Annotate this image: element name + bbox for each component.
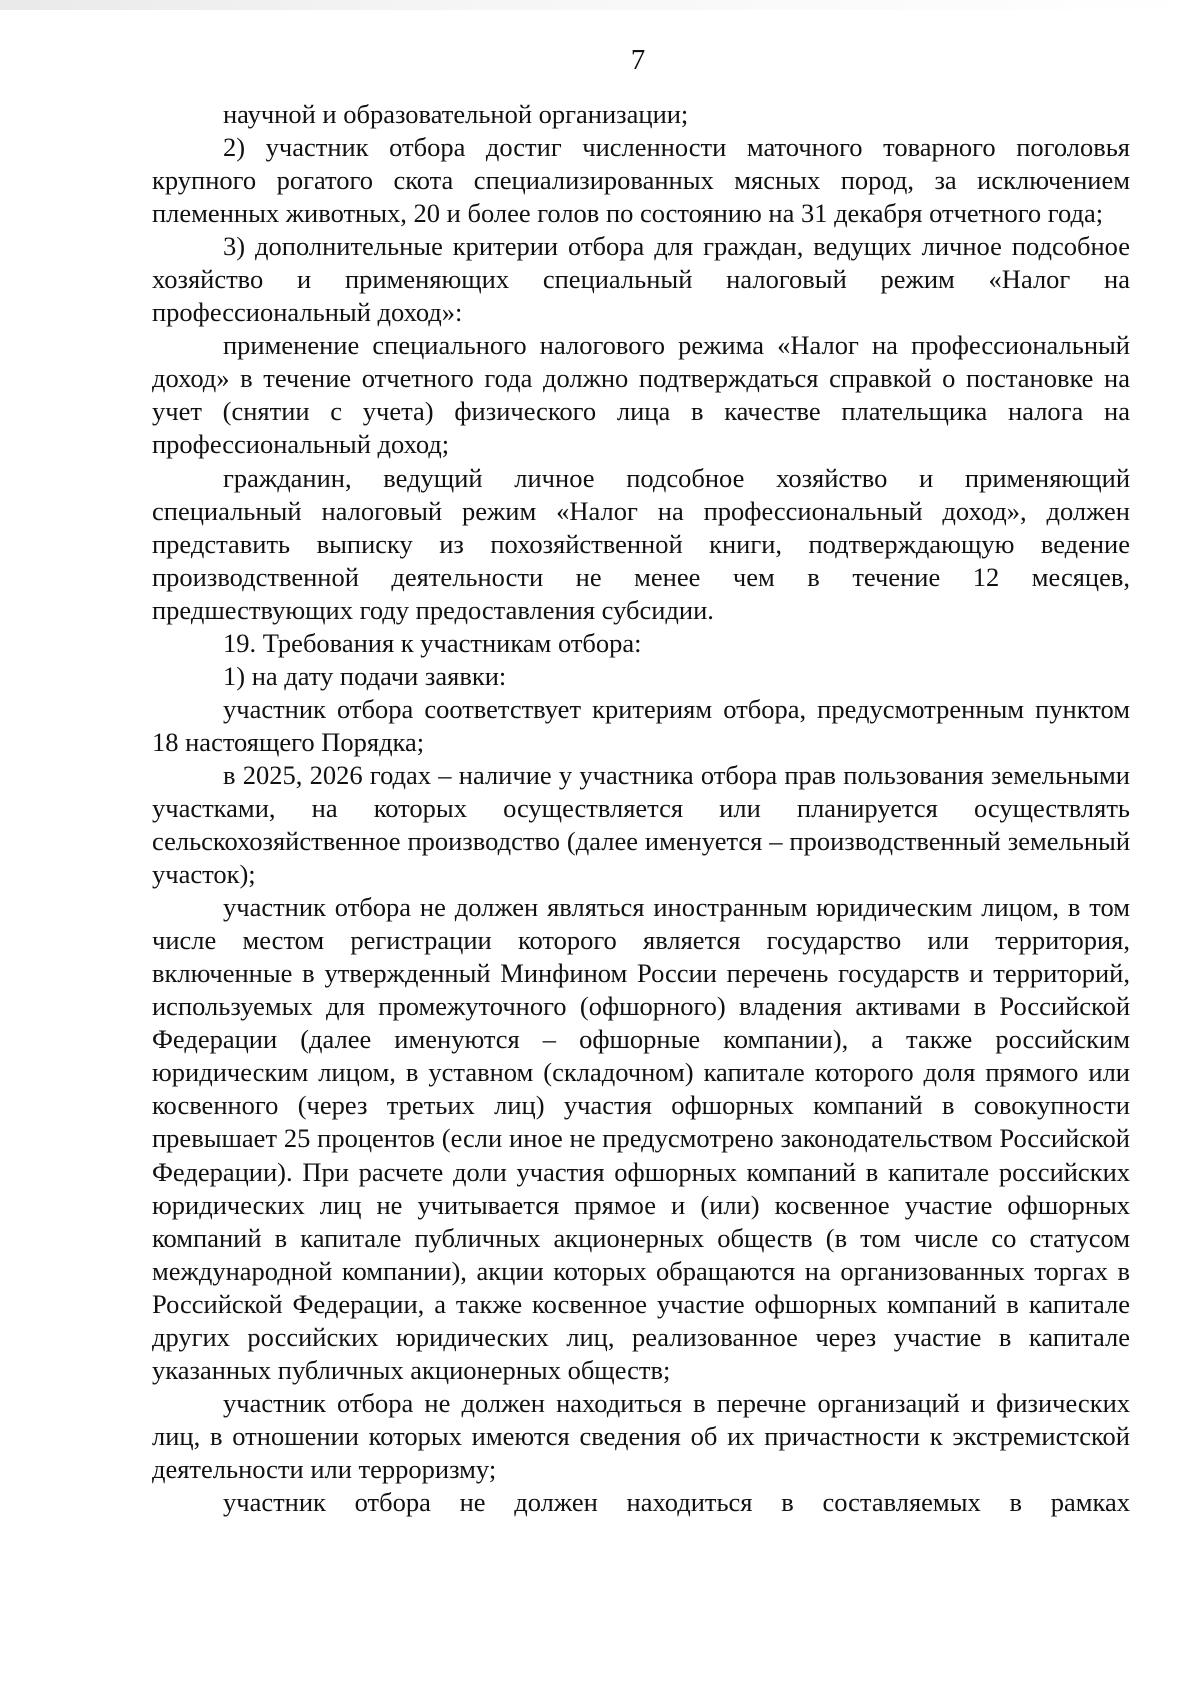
paragraph-criteria-compliance: участник отбора соответствует критериям отбора, предусмотренным пунктом 18 настоящего Порядка; xyxy=(152,693,1130,757)
paragraph-land-rights: в 2025, 2026 годах – наличие у участника отбора прав пользования земельными участками, на которых осуществляется или планируется осуществлять сельскохозяйственное производство (далее именуется – производственный земельный участок); xyxy=(152,759,1130,890)
document-body xyxy=(152,98,1130,1519)
paragraph-criterion-3: 3) дополнительные критерии отбора для граждан, ведущих личное подсобное хозяйство и применяющих специальный налоговый режим «Налог на профессиональный доход»: xyxy=(152,231,1130,328)
paragraph-section-19-heading: 19. Требования к участникам отбора: xyxy=(223,627,642,658)
page-number: 7 xyxy=(630,44,646,76)
paragraph-offshore-companies: участник отбора не должен являться иностранным юридическим лицом, в том числе местом регистрации которого является государство или территория, включенные в утвержденный Минфином России перечень государств и территорий, используемых для промежуточного (офшорного) владения активами в Российской Федерации (далее именуются – офшорные компании), а также российским юридическим лицом, в уставном (складочном) капитале которого доля прямого или косвенного (через третьих лиц) участия офшорных компаний в совокупности превышает 25 процентов (если иное не предусмотрено законодательством Российской Федерации). При расчете доли участия офшорных компаний в капитале российских юридических лиц не учитывается прямое и (или) косвенное участие офшорных компаний в капитале публичных акционерных обществ (в том числе со статусом международной компании), акции которых обращаются на организованных торгах в Российской Федерации, а также косвенное участие офшорных компаний в капитале других российских юридических лиц, реализованное через участие в капитале указанных публичных акционерных обществ; xyxy=(152,892,1130,1385)
paragraph-self-employed-tax: применение специального налогового режима «Налог на профессиональный доход» в течение отчетного года должно подтверждаться справкой о постановке на учет (снятии с учета) физического лица в качестве плательщика налога на профессиональный доход; xyxy=(152,330,1130,460)
paragraph-criterion-2: 2) участник отбора достиг численности маточного товарного поголовья крупного рогатого скота специализированных мясных пород, за исключением племенных животных, 20 и более голов по состоянию на 31 декабря отчетного года; xyxy=(152,132,1130,229)
paragraph-truncated-last: участник отбора не должен находиться в составляемых в рамках xyxy=(223,1486,1130,1517)
paragraph-household-book-extract: гражданин, ведущий личное подсобное хозяйство и применяющий специальный налоговый режим «Налог на профессиональный доход», должен представить выписку из похозяйственной книги, подтверждающую ведение производственной деятельности не менее чем в течение 12 месяцев, предшествующих году предоставления субсидии. xyxy=(152,462,1130,625)
paragraph-application-date: 1) на дату подачи заявки: xyxy=(223,660,507,691)
paragraph-extremism-list: участник отбора не должен находиться в перечне организаций и физических лиц, в отношении которых имеются сведения об их причастности к экстремистской деятельности или терроризму; xyxy=(152,1387,1130,1484)
paragraph-continuation: научной и образовательной организации; xyxy=(223,99,689,129)
